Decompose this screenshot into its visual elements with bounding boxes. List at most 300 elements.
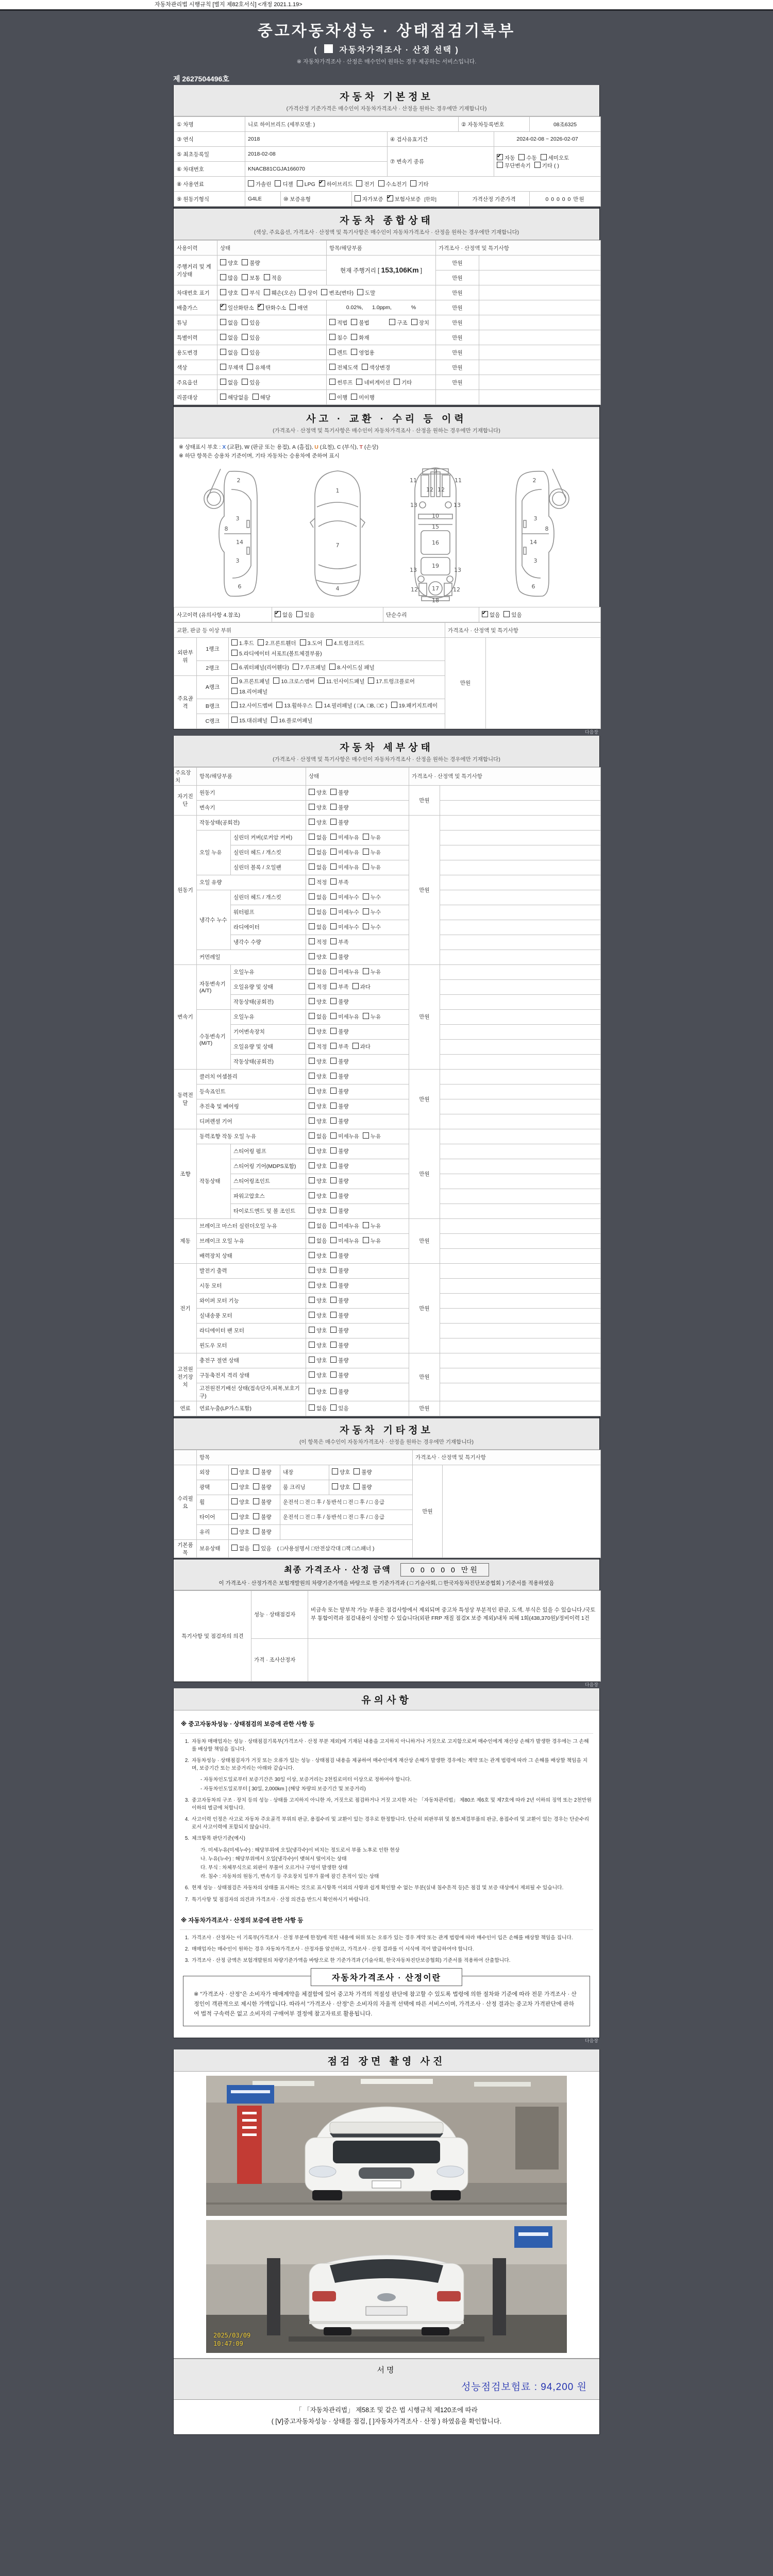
- notice-subitem: 라. 침수 : 자동차의 원동기, 변속기 등 주요장치 일부가 물에 잠긴 흔적이 있는 상태: [200, 1874, 379, 1880]
- notice-item: 2. 매매업자는 매수인이 원하는 경우 자동차가격조사 · 산정자를 알선하고, 가격조사 · 산정 결과를 이 서식에 적어 발급하여야 합니다.: [184, 1946, 474, 1952]
- checkbox-장치[interactable]: 장치: [411, 319, 429, 327]
- checkbox-13.휠하우스[interactable]: 13.휠하우스: [276, 701, 312, 711]
- final-price-bar: [174, 1558, 599, 1590]
- checkbox-7.루프패널[interactable]: 7.루프패널: [293, 663, 326, 673]
- checkbox-없음[interactable]: 없음: [309, 1132, 327, 1140]
- price-select-subtitle: ( 자동차가격조사 · 산정 선택 ): [0, 43, 773, 55]
- svg-text:15: 15: [431, 523, 439, 530]
- checkbox-적정[interactable]: 적정: [309, 938, 327, 946]
- checkbox-화재[interactable]: 화재: [351, 334, 369, 342]
- checkbox-불량[interactable]: 불량: [253, 1498, 271, 1506]
- checkbox-해당없음[interactable]: 해당없음: [220, 394, 249, 401]
- f1-label: ① 차명: [174, 117, 245, 132]
- checkbox-이행[interactable]: 이행: [329, 394, 347, 401]
- checkbox-18.리어패널[interactable]: 18.리어패널: [231, 687, 267, 698]
- checkbox-누유[interactable]: 누유: [363, 1237, 381, 1245]
- checkbox-2.프론트휀더[interactable]: 2.프론트휀더: [258, 639, 296, 649]
- checkbox-불량[interactable]: 불량: [330, 1177, 348, 1185]
- svg-text:19: 19: [431, 563, 439, 569]
- checkbox-누유[interactable]: 누유: [363, 1222, 381, 1230]
- notice-body: [174, 1710, 599, 2038]
- checkbox-11.인사이드패널[interactable]: 11.인사이드패널: [318, 677, 365, 687]
- price-definition-text: ※ "가격조사 · 산정"은 소비자가 매매계약을 체결함에 있어 중고차 가격의 적절성 판단에 참고할 수 있도록 법령에 의한 절차와 기준에 따라 전문 가격조사 · 산정인이 객관적으로 제시한 가액입니다. 따라서 "가격조사 · 산정"은 소비자의 자율적 선택에 따른 서비스이며, 가격조사 · 산정 결과는 중고차 가격판단에 관하여 법적 구속력은 없고 소비자의 구매여부 결정에 참고자료로 활용됩니다.: [194, 1991, 577, 2017]
- checkbox-적정[interactable]: 적정: [309, 878, 327, 886]
- checkbox-양호[interactable]: 양호: [220, 289, 238, 297]
- checkbox-불량[interactable]: 불량: [354, 1483, 372, 1491]
- checkbox-렌트[interactable]: 렌트: [329, 349, 347, 357]
- notice-warranty-head: ※ 중고자동차성능 · 상태점검의 보증에 관한 사항 등: [180, 1716, 593, 1734]
- checkbox-양호[interactable]: 양호: [309, 819, 327, 826]
- checkbox-불량[interactable]: 불량: [330, 998, 348, 1006]
- checkbox-없음[interactable]: 없음: [220, 319, 238, 327]
- svg-text:8: 8: [224, 526, 228, 532]
- checkbox-양호[interactable]: 양호: [309, 1267, 327, 1275]
- notice-subitem: 나. 누유(누수) : 해당부위에서 오일(냉각수)이 맺혀서 떨어지는 상태: [200, 1856, 347, 1862]
- svg-text:6: 6: [531, 583, 535, 590]
- checkbox-불량[interactable]: 불량: [330, 1371, 348, 1379]
- section-notice: [174, 1688, 599, 1710]
- car-damage-diagrams: [174, 462, 599, 607]
- checkbox-미세누유[interactable]: 미세누유: [330, 834, 359, 841]
- checkbox-없음[interactable]: 없음: [309, 1013, 327, 1021]
- checkbox-불량[interactable]: 불량: [330, 1147, 348, 1155]
- checkbox-누유[interactable]: 누유: [363, 834, 381, 841]
- checkbox-미이행[interactable]: 미이행: [351, 394, 374, 401]
- checkbox-누수[interactable]: 누수: [363, 923, 381, 931]
- checkbox-자가보증[interactable]: 자가보증: [355, 195, 383, 203]
- checkbox-불량[interactable]: 불량: [330, 1117, 348, 1125]
- regulation-line: 자동차관리법 시행규칙 [별지 제82호서식] <개정 2021.1.19>: [0, 0, 773, 11]
- svg-text:13: 13: [409, 567, 417, 573]
- checkbox-불량[interactable]: 불량: [330, 1297, 348, 1304]
- checkbox-없음[interactable]: 없음: [231, 1545, 249, 1552]
- checkbox-없음[interactable]: 없음: [309, 849, 327, 856]
- checkbox-15.대쉬패널[interactable]: 15.대쉬패널: [231, 716, 267, 726]
- checkbox-양호[interactable]: 양호: [231, 1468, 249, 1476]
- checkbox-양호[interactable]: 양호: [309, 1297, 327, 1304]
- checkbox-적정[interactable]: 적정: [309, 1043, 327, 1050]
- notice-item: 2. 자동차성능 · 상태점검자가 거짓 또는 오류가 있는 성능 · 상태점검 내용을 제공하여 매수인에게 재산상 손해가 발생한 경우에는 계약 또는 관계 법령에 따라 그 손해를 배상할 책임을 지며, 보증기간 또는 보증거리는 아래와 같습니다.: [184, 1758, 588, 1772]
- checkbox-불량[interactable]: 불량: [330, 1388, 348, 1396]
- checkbox-양호[interactable]: 양호: [309, 1312, 327, 1319]
- checkbox-무단변속기[interactable]: 무단변속기: [497, 162, 531, 170]
- checkbox-하이브리드[interactable]: ✔ 하이브리드: [319, 180, 353, 188]
- checkbox-양호[interactable]: 양호: [309, 1252, 327, 1260]
- checkbox-상이[interactable]: 상이: [299, 289, 317, 297]
- checkbox-영업용[interactable]: 영업용: [351, 349, 374, 357]
- section-photos: [174, 2049, 599, 2072]
- svg-text:2: 2: [237, 477, 241, 484]
- checkbox-불량[interactable]: 불량: [330, 1162, 348, 1170]
- checkbox-없음[interactable]: 없음: [309, 1237, 327, 1245]
- svg-text:4: 4: [335, 585, 340, 592]
- checkbox-양호[interactable]: 양호: [231, 1513, 249, 1521]
- checkbox-16.플로어패널[interactable]: 16.플로어패널: [271, 716, 312, 726]
- section-etc: [174, 1416, 599, 1450]
- checkbox-색상변경[interactable]: 색상변경: [362, 364, 391, 371]
- svg-text:14: 14: [530, 539, 537, 546]
- section-overall-subtitle: (색상, 주요옵션, 가격조사 · 산정액 및 특기사항은 매수인이 자동차가격조사 · 산정을 원하는 경우에만 기재합니다): [254, 229, 519, 235]
- checkbox-누유[interactable]: 누유: [363, 863, 381, 871]
- checkbox-양호[interactable]: 양호: [220, 259, 238, 267]
- checkbox-없음[interactable]: 없음: [309, 863, 327, 871]
- checkbox-LPG[interactable]: LPG: [297, 180, 315, 188]
- svg-text:13: 13: [410, 502, 417, 509]
- car-diagram-top: [304, 469, 371, 599]
- svg-text:3: 3: [533, 557, 537, 564]
- checkbox-양호[interactable]: 양호: [309, 1073, 327, 1080]
- basic-info: ① 차명 니로 하이브리드 (세부모델: ) ② 자동차등록번호 08조6325 ③ 연식 2018 ④ 검사유효기간 2024-02-08 ~ 2026-02-07 ⑤ 최초등록일 2018-02-08 ⑦ 변속기 종류 ✔자동 수동 세미오토 무단변속기 기타 ( ) ⑥ 차대번호 KNACB81CGJA166070 ⑧ 사용연료 가솔린 디젤 LPG ✔ 하이브리드 전기 수소전기 기타 ⑨ 원동기형식 G4LE ⑩ 보증유형 자가보증 ✔ 보험사보증 [한화] 가격산정 기준가격 0 0 0 0 0 만원: [174, 116, 601, 207]
- section-basic-title: 자동차 기본정보: [340, 92, 433, 103]
- checkbox-불량[interactable]: 불량: [330, 1192, 348, 1200]
- svg-text:3: 3: [533, 515, 537, 522]
- checkbox-없음[interactable]: 없음: [309, 893, 327, 901]
- checkbox-양호[interactable]: 양호: [309, 1147, 327, 1155]
- checkbox-17.트렁크플로어[interactable]: 17.트렁크플로어: [368, 677, 414, 687]
- svg-text:1: 1: [335, 487, 340, 494]
- checkbox-기타[interactable]: 기타: [394, 379, 412, 386]
- checkbox-부족[interactable]: 부족: [330, 938, 348, 946]
- checkbox-있음[interactable]: 있음: [330, 1404, 348, 1412]
- checkbox-침수[interactable]: 침수: [329, 334, 347, 342]
- checkbox-부족[interactable]: 부족: [330, 1043, 348, 1050]
- checkbox-불법[interactable]: 불법: [351, 319, 369, 327]
- notice-item: 4. 사고이력 인정은 사고로 자동차 주요골격 부위의 판금, 용접수리 및 교환이 있는 경우로 한정합니다. 단순히 외판부위 및 볼트체결부품의 판금, 용접수리 및 교환이 있는 경우는 단순수리로서 사고이력에 포함되지 않습니다.: [184, 1817, 590, 1831]
- checkbox-네비게이션[interactable]: 네비게이션: [356, 379, 390, 386]
- checkbox-누유[interactable]: 누유: [363, 968, 381, 976]
- notice-subitem: - 자동차인도일로부터 보증기간은 30일 이상, 보증거리는 2천킬로미터 이상으로 정하여야 합니다.: [200, 1777, 412, 1783]
- svg-text:13: 13: [453, 502, 461, 509]
- section-accident: [174, 405, 599, 438]
- notice-item: 1. 자동차 매매업자는 성능 · 상태점검기록부(가격조사 · 산정 부분 제외)에 기재된 내용을 고지하지 아니하거나 거짓으로 고지함으로써 매수인에게 재산상 손해가 발생한 경우에는 그 손해를 배상할 책임을 집니다.: [184, 1738, 589, 1752]
- svg-text:12: 12: [452, 586, 460, 593]
- section-accident-title: 사고 · 교환 · 수리 등 이력: [306, 414, 467, 425]
- section-overall: [174, 207, 599, 240]
- svg-text:3: 3: [236, 557, 240, 564]
- checkbox-전체도색[interactable]: 전체도색: [329, 364, 358, 371]
- svg-text:16: 16: [431, 539, 439, 546]
- svg-text:11: 11: [409, 477, 417, 484]
- section-photos-title: 점검 장면 촬영 사진: [327, 2056, 446, 2067]
- checkbox-가솔린[interactable]: 가솔린: [248, 180, 271, 188]
- checkbox-디젤[interactable]: 디젤: [275, 180, 293, 188]
- checkbox-불량[interactable]: 불량: [253, 1483, 271, 1491]
- checkbox-자동[interactable]: ✔자동: [497, 154, 515, 162]
- section-detail-title: 자동차 세부상태: [340, 742, 433, 753]
- checkbox-없음[interactable]: 없음: [309, 923, 327, 931]
- exchange-panel-table: 교환, 판금 등 이상 부위 가격조사 · 산정액 및 특기사항 외판부위 1랭크 1.후드 2.프론트휀더 3.도어 4.트렁크리드5.라디에이터 서포트(볼트체결부품) 만원 2랭크 6.쿼터패널(리어휀다) 7.루프패널 8.사이드실 패널 주요골격 A랭크 9.프론트패널 10.크로스멤버 11.인사이드패널 17.트렁크플로어18.리어패널 B랭크 12.사이드멤버 13.휠하우스 14.필러패널 ( □A, □B, □C ) 19.패키지트레이 C랭크 15.대쉬패널 16.플로어패널: [174, 622, 599, 729]
- checkbox-미세누유[interactable]: 미세누유: [330, 1132, 359, 1140]
- svg-text:6: 6: [238, 583, 242, 590]
- checkbox-양호[interactable]: 양호: [309, 1177, 327, 1185]
- checkbox-양호[interactable]: 양호: [309, 1028, 327, 1036]
- checkbox-많음[interactable]: 많음: [220, 274, 238, 282]
- price-select-note: ※ 자동차가격조사 · 산정은 매수인이 원하는 경우 제공하는 서비스입니다.: [296, 59, 477, 65]
- checkbox-불량[interactable]: 불량: [330, 1103, 348, 1110]
- checkbox-양호[interactable]: 양호: [309, 1192, 327, 1200]
- checkbox-양호[interactable]: 양호: [309, 1162, 327, 1170]
- section-etc-subtitle: (이 항목은 매수인이 자동차가격조사 · 산정을 원하는 경우에만 기재합니다): [299, 1438, 474, 1445]
- checkbox-구조[interactable]: 구조: [389, 319, 407, 327]
- checkbox-양호[interactable]: 양호: [309, 1371, 327, 1379]
- checkbox-부족[interactable]: 부족: [330, 983, 348, 991]
- checkbox-양호[interactable]: 양호: [309, 953, 327, 961]
- checkbox-훼손(오손)[interactable]: 훼손(오손): [264, 289, 296, 297]
- f2-value: 08조6325: [530, 117, 601, 132]
- svg-text:10: 10: [431, 513, 439, 519]
- checkbox-과다[interactable]: 과다: [352, 983, 371, 991]
- section-notice-title: 유의사항: [361, 1694, 412, 1706]
- checkbox-보통[interactable]: 보통: [242, 274, 260, 282]
- checkbox-기타 ( )[interactable]: 기타 ( ): [534, 162, 559, 170]
- svg-text:11: 11: [454, 477, 462, 484]
- page-title: 중고자동차성능 · 상태점검기록부: [257, 23, 516, 40]
- next-page-label: 다음장: [584, 729, 598, 735]
- checkbox-불량[interactable]: 불량: [330, 1028, 348, 1036]
- panel-basic: [173, 85, 600, 735]
- checkbox-양호[interactable]: 양호: [309, 998, 327, 1006]
- checkbox-불량[interactable]: 불량: [330, 1282, 348, 1290]
- checkbox-미세누유[interactable]: 미세누유: [330, 1222, 359, 1230]
- checkbox-없음[interactable]: 없음: [309, 1222, 327, 1230]
- inspector-opinion-table: 특기사항 및 점검자의 의견 성능 · 상태점검자 비금속 또는 탈부착 가능 부품은 점검사항에서 제외되며 중고차 특성상 부분적인 판금, 도색, 부식은 있을 수 있습니다./국토부 통합이력과 점검내용이 상이할 수 있습니다(외판 FRP 재질 점검X 보증 제외)/내차 피해 1회(438,370원)/정비이력 1건 가격 · 조사산정자: [174, 1590, 599, 1682]
- checkbox-미세누유[interactable]: 미세누유: [330, 1237, 359, 1245]
- checkbox-양호[interactable]: 양호: [309, 1117, 327, 1125]
- checkbox-누수[interactable]: 누수: [363, 893, 381, 901]
- checkbox-불량[interactable]: 불량: [330, 1357, 348, 1364]
- section-detail-subtitle: (가격조사 · 산정액 및 특기사항은 매수인이 자동차가격조사 · 산정을 원하는 경우에만 기재합니다): [273, 756, 500, 762]
- white-car-rear: [309, 2255, 464, 2335]
- checkbox-8.사이드실 패널[interactable]: 8.사이드실 패널: [329, 663, 375, 673]
- svg-text:7: 7: [335, 542, 340, 549]
- checkbox-미세누수[interactable]: 미세누수: [330, 893, 359, 901]
- masthead: [0, 11, 773, 85]
- notice-item: 1. 가격조사 · 산정자는 이 기록부(가격조사 · 산정 부분에 한정)에 적힌 내용에 허위 또는 오류가 있는 경우 계약 또는 관계 법령에 따라 매수인이 입은 손해를 배상할 책임을 집니다.: [184, 1935, 573, 1941]
- notice-item: 6. 현재 성능 · 상태점검은 자동차의 상태를 표시하는 것으로 표시항목 이외의 사항과 쉽게 확인할 수 없는 부분(실내 침수흔적 등)은 점검 및 보증 대상에서 제외될 수 있습니다.: [184, 1885, 564, 1891]
- checkbox-미세누유[interactable]: 미세누유: [330, 863, 359, 871]
- car-diagram-side-right: [499, 469, 577, 599]
- checkbox-5.라디에이터 서포트(볼트체결부품)[interactable]: 5.라디에이터 서포트(볼트체결부품): [231, 649, 322, 659]
- checkbox-양호[interactable]: 양호: [309, 1327, 327, 1334]
- final-price-note: 이 가격조사 · 산정가격은 보험개발원의 차량기준가액을 바탕으로 한 기준가격과 ( □ 기술사회, □ 한국자동차진단보증협회 ) 기준서를 적용하였음: [219, 1580, 554, 1586]
- checkbox-유채색[interactable]: 유채색: [247, 364, 270, 371]
- checkbox-있음[interactable]: 있음: [503, 611, 522, 619]
- checkbox-6.쿼터패널(리어휀다)[interactable]: 6.쿼터패널(리어휀다): [231, 663, 289, 673]
- accident-history-row: 사고이력 (유의사항 4.참조) ✔ 없음 있음 단순수리 ✔ 없음 있음: [174, 607, 599, 622]
- checkbox-변조(변타)[interactable]: 변조(변타): [321, 289, 354, 297]
- checkbox-없음[interactable]: ✔ 없음: [482, 611, 500, 619]
- checkbox-불량[interactable]: 불량: [330, 1058, 348, 1065]
- price-definition-box: [183, 1976, 590, 2026]
- notice-item: 7. 특기사항 및 점검자의 의견과 가격조사 · 산정 의견을 반드시 확인하시기 바랍니다.: [184, 1896, 370, 1903]
- checkbox-도말[interactable]: 도말: [357, 289, 375, 297]
- checkbox-불량[interactable]: 불량: [330, 789, 348, 796]
- section-etc-title: 자동차 기타정보: [340, 1425, 433, 1436]
- checkbox-누유[interactable]: 누유: [363, 1013, 381, 1021]
- basic-info-table: [174, 116, 599, 207]
- checkbox-없음[interactable]: ✔ 없음: [275, 611, 293, 619]
- svg-text:2: 2: [532, 477, 536, 484]
- checkbox-미세누유[interactable]: 미세누유: [330, 968, 359, 976]
- section-detail: [174, 736, 599, 767]
- checkbox-적음[interactable]: 적음: [264, 274, 282, 282]
- section-basic-subtitle: (가격산정 기준가격은 매수인이 자동차가격조사 · 산정을 원하는 경우에만 기재합니다): [286, 106, 487, 112]
- checkbox-매연[interactable]: 매연: [290, 304, 308, 312]
- svg-text:14: 14: [236, 539, 243, 546]
- f1-value: 니로 하이브리드 (세부모델: ): [245, 117, 459, 132]
- checkbox-9.프론트패널[interactable]: 9.프론트패널: [231, 677, 270, 687]
- checkbox-무채색[interactable]: 무채색: [220, 364, 243, 371]
- checkbox-불량[interactable]: 불량: [330, 1267, 348, 1275]
- photo-timestamp: 2025/03/09 10:47:09: [213, 2332, 251, 2347]
- checkbox-3.도어[interactable]: 3.도어: [300, 639, 323, 649]
- notice-subitem: - 자동차인도일로부터 [ 30일, 2,000km ] (해당 차량의 보증기간 및 보증거리): [200, 1786, 366, 1792]
- checkbox-미세누수[interactable]: 미세누수: [330, 908, 359, 916]
- panel-photos: [173, 2049, 600, 2435]
- section-overall-title: 자동차 종합상태: [340, 215, 433, 226]
- inspection-photo-front: [206, 2076, 567, 2216]
- checkbox-14.필러패널 ( □A, □B, □C )[interactable]: 14.필러패널 ( □A, □B, □C ): [316, 701, 387, 711]
- checkbox-해당[interactable]: 해당: [253, 394, 271, 401]
- svg-text:18: 18: [431, 597, 439, 603]
- checkbox-불량[interactable]: 불량: [253, 1468, 271, 1476]
- checkbox-없음[interactable]: 없음: [220, 379, 238, 386]
- checkbox-보험사보증[interactable]: ✔ 보험사보증: [387, 195, 421, 203]
- checkbox-양호[interactable]: 양호: [309, 1342, 327, 1349]
- checkbox-불량[interactable]: 불량: [330, 1312, 348, 1319]
- checkbox-누수[interactable]: 누수: [363, 908, 381, 916]
- record-serial-number: 제 2627504496호: [173, 75, 229, 83]
- checkbox-기타[interactable]: 기타: [410, 180, 428, 188]
- checkbox-불량[interactable]: 불량: [354, 1468, 372, 1476]
- svg-text:9: 9: [433, 468, 438, 474]
- checkbox-불량[interactable]: 불량: [253, 1528, 271, 1536]
- checkbox-불량[interactable]: 불량: [242, 259, 260, 267]
- checkbox-4.트렁크리드[interactable]: 4.트렁크리드: [326, 639, 364, 649]
- checkbox-있음[interactable]: 있음: [242, 379, 260, 386]
- checkbox-없음[interactable]: 없음: [220, 349, 238, 357]
- checkbox-누유[interactable]: 누유: [363, 849, 381, 856]
- svg-text:12: 12: [437, 486, 445, 493]
- checkbox-양호[interactable]: 양호: [309, 1058, 327, 1065]
- checkbox-불량[interactable]: 불량: [330, 1207, 348, 1215]
- checkbox-10.크로스멤버[interactable]: 10.크로스멤버: [273, 677, 314, 687]
- checkbox-미세누유[interactable]: 미세누유: [330, 1013, 359, 1021]
- checkbox-없음[interactable]: 없음: [309, 968, 327, 976]
- price-select-checkbox[interactable]: [324, 44, 333, 53]
- overall-state: 사용이력 상태 항목/해당부품 가격조사 · 산정액 및 특기사항 주행거리 및 계기상태 양호 불량 현재 주행거리 [ 153,106Km ] 만원 많음 보통 적음 만원 차대번호 표기 양호 부식 훼손(오손) 상이 변조(변타) 도말 만원 배출가스 ✔ 일산화탄소 ✔ 탄화수소 매연 0.02%, 1.0ppm, % 만원 튜닝 없음 있음 적법 불법 구조 장치 만원 특별이력 없음 있음 침수 화재 만원 용도변경 없음 있음 렌트 영업용 만원 색상 무채색 유채색 전체도색 색상변경 만원 주요옵션 없음 있음 썬루프 네비게이션 기타 만원 리콜대상 해당없음 해당 이행 미이행: [174, 240, 601, 405]
- checkbox-있음[interactable]: 있음: [253, 1545, 271, 1552]
- checkbox-수동[interactable]: 수동: [518, 154, 536, 162]
- overall-state-table: [174, 240, 599, 405]
- checkbox-과다[interactable]: 과다: [352, 1043, 371, 1050]
- next-page-label: 다음장: [584, 1682, 598, 1687]
- final-price-value: 0 0 0 0 0 만원: [400, 1563, 489, 1577]
- checkbox-양호[interactable]: 양호: [309, 1388, 327, 1396]
- checkbox-없음[interactable]: 없음: [309, 908, 327, 916]
- panel-detail: [173, 736, 600, 1687]
- checkbox-12.사이드멤버[interactable]: 12.사이드멤버: [231, 701, 273, 711]
- svg-text:12: 12: [426, 486, 433, 493]
- checkbox-적정[interactable]: 적정: [309, 983, 327, 991]
- checkbox-썬루프[interactable]: 썬루프: [329, 379, 352, 386]
- checkbox-19.패키지트레이[interactable]: 19.패키지트레이: [391, 701, 438, 711]
- checkbox-불량[interactable]: 불량: [330, 1088, 348, 1095]
- notice-price-head: ※ 자동차가격조사 · 산정의 보증에 관한 사항 등: [180, 1912, 593, 1930]
- inspection-photo-rear: [206, 2220, 567, 2353]
- checkbox-양호[interactable]: 양호: [309, 804, 327, 811]
- notice-item: 5. 체크항목 판단기준(예시): [184, 1836, 245, 1842]
- checkbox-양호[interactable]: 양호: [309, 1357, 327, 1364]
- checkbox-있음[interactable]: 있음: [242, 349, 260, 357]
- car-diagram-side-left: [196, 469, 274, 599]
- next-page-label: 다음장: [584, 2038, 598, 2044]
- checkbox-세미오토[interactable]: 세미오토: [541, 154, 569, 162]
- checkbox-양호[interactable]: 양호: [332, 1468, 350, 1476]
- checkbox-불량[interactable]: 불량: [253, 1513, 271, 1521]
- checkbox-불량[interactable]: 불량: [330, 804, 348, 811]
- checkbox-탄화수소[interactable]: ✔ 탄화수소: [258, 304, 287, 312]
- checkbox-불량[interactable]: 불량: [330, 1327, 348, 1334]
- checkbox-없음[interactable]: 없음: [220, 334, 238, 342]
- confirmation-footer: 「 「자동차관리법」 제58조 및 같은 법 시행규칙 제120조에 따라 ( [Ⅴ]중고자동차성능 · 상태를 점검, [ ]자동차가격조사 · 산정 ) 하였음을 확인합니다.: [174, 2400, 599, 2433]
- checkbox-불량[interactable]: 불량: [330, 1073, 348, 1080]
- checkbox-있음[interactable]: 있음: [296, 611, 314, 619]
- detail-state-table: 주요장치 항목/해당부품 상태 가격조사 · 산정액 및 특기사항 자기진단 원동기 양호 불량 만원 변속기 양호 불량 원동기 작동상태(공회전) 양호 불량 만원 오일 누유 실린더 커버(로커암 커버) 없음 미세누유 누유 실린더 헤드 / 개스킷 없음 미세누유 누유 실린더 블록 / 오일팬 없음 미세누유 누유 오일 유량 적정 부족 냉각수 누수 실린더 헤드 / 개스킷 없음 미세누수 누수 워터펌프 없음 미세누수 누수 라디에이터 없음 미세누수 누수 냉각수 수량 적정 부족 커먼레일 양호 불량 변속기 자동변속기 (A/T) 오일누유 없음 미세누유 누유 만원 오일유량 및 상태 적정 부족 과다 작동상태(공회전) 양호 불량 수동변속기 (M/T) 오일누유 없음 미세누유 누유 기어변속장치 양호 불량 오일유량 및 상태 적정 부족 과다 작동상태(공회전) 양호 불량 동력전달 클러치 어셈블리 양호 불량 만원 등속죠인트 양호 불량 추진축 및 베어링 양호 불량 디퍼렌셜 기어 양호 불량 조향 동력조향 작동 오일 누유 없음 미세누유 누유 만원 작동상태 스티어링 펌프 양호 불량 스티어링 기어(MDPS포함) 양호 불량 스티어링조인트 양호 불량 파워고압호스 양호 불량 타이로드엔드 및 볼 조인트 양호 불량 제동 브레이크 마스터 실린더오일 누유 없음 미세누유 누유 만원 브레이크 오일 누유 없음 미세누유 누유 배력장치 상태 양호 불량 전기 발전기 출력 양호 불량 만원 시동 모터 양호 불량 와이퍼 모터 기능 양호 불량 실내송풍 모터 양호 불량 라디에이터 팬 모터 양호 불량 윈도우 모터 양호 불량 고전원 전기장치 충전구 절연 상태 양호 불량 만원 구동축전지 격리 상태 양호 불량 고전원전기배선 상태(접속단자,피복,보호기구) 양호 불량 연료 연료누출(LP가스포함) 없음 있음 만원: [174, 767, 599, 1416]
- svg-text:13: 13: [453, 567, 461, 573]
- checkbox-1.후드[interactable]: 1.후드: [231, 639, 254, 649]
- etc-info-table: 항목 가격조사 · 산정액 및 특기사항 수리필요 외장 양호 불량 내장 양호 불량 만원 광택 양호 불량 룸 크리닝 양호 불량 휠 양호 불량 운전석 □ 전 □ 후 / 동반석 □ 전 □ 후 / □ 응급 타이어 양호 불량 운전석 □ 전 □ 후 / 동반석 □ 전 □ 후 / □ 응급 유리 양호 불량 기본품목 보유상태 없음 있음 ( □사용설명서 □안전삼각대 □잭 □스패너 ): [174, 1450, 599, 1558]
- checkbox-있음[interactable]: 있음: [242, 334, 260, 342]
- checkbox-양호[interactable]: 양호: [231, 1528, 249, 1536]
- checkbox-양호[interactable]: 양호: [309, 1088, 327, 1095]
- checkbox-양호[interactable]: 양호: [309, 789, 327, 796]
- panel-notice: [173, 1688, 600, 2044]
- checkbox-부족[interactable]: 부족: [330, 878, 348, 886]
- notice-subitem: 가. 미세누유(미세누수) : 해당부위에 오일(냉각수)이 비치는 정도로서 부품 노후로 인한 현상: [200, 1847, 400, 1853]
- svg-text:17: 17: [431, 585, 439, 592]
- price-definition-title: 자동차가격조사 · 산정이란: [311, 1968, 462, 1986]
- checkbox-수소전기[interactable]: 수소전기: [378, 180, 407, 188]
- checkbox-불량[interactable]: 불량: [330, 1252, 348, 1260]
- f2-label: ② 자동차등록번호: [459, 117, 530, 132]
- section-basic-info: [174, 85, 599, 116]
- svg-text:8: 8: [545, 526, 549, 532]
- checkbox-양호[interactable]: 양호: [231, 1498, 249, 1506]
- checkbox-미세누수[interactable]: 미세누수: [330, 923, 359, 931]
- checkbox-불량[interactable]: 불량: [330, 819, 348, 826]
- signature-bar: [174, 2358, 599, 2400]
- checkbox-없음[interactable]: 없음: [309, 834, 327, 841]
- checkbox-일산화탄소[interactable]: ✔ 일산화탄소: [220, 304, 254, 312]
- checkbox-적법[interactable]: 적법: [329, 319, 347, 327]
- checkbox-누유[interactable]: 누유: [363, 1132, 381, 1140]
- checkbox-양호[interactable]: 양호: [309, 1282, 327, 1290]
- checkbox-양호[interactable]: 양호: [231, 1483, 249, 1491]
- checkbox-전기[interactable]: 전기: [356, 180, 374, 188]
- checkbox-미세누유[interactable]: 미세누유: [330, 849, 359, 856]
- checkbox-불량[interactable]: 불량: [330, 1342, 348, 1349]
- notice-item: 3. 가격조사 · 산정 금액은 보험개발원의 차량기준가액을 바탕으로 한 기준가격과 (기술사회, 한국자동차진단보증협회) 기준서를 적용하여 산출합니다.: [184, 1958, 511, 1964]
- checkbox-있음[interactable]: 있음: [242, 319, 260, 327]
- checkbox-양호[interactable]: 양호: [309, 1207, 327, 1215]
- checkbox-양호[interactable]: 양호: [309, 1103, 327, 1110]
- final-price-label: 최종 가격조사 · 산정 금액: [284, 1565, 391, 1574]
- checkbox-불량[interactable]: 불량: [330, 953, 348, 961]
- checkbox-부식[interactable]: 부식: [242, 289, 260, 297]
- checkbox-양호[interactable]: 양호: [332, 1483, 350, 1491]
- checkbox-없음[interactable]: 없음: [309, 1404, 327, 1412]
